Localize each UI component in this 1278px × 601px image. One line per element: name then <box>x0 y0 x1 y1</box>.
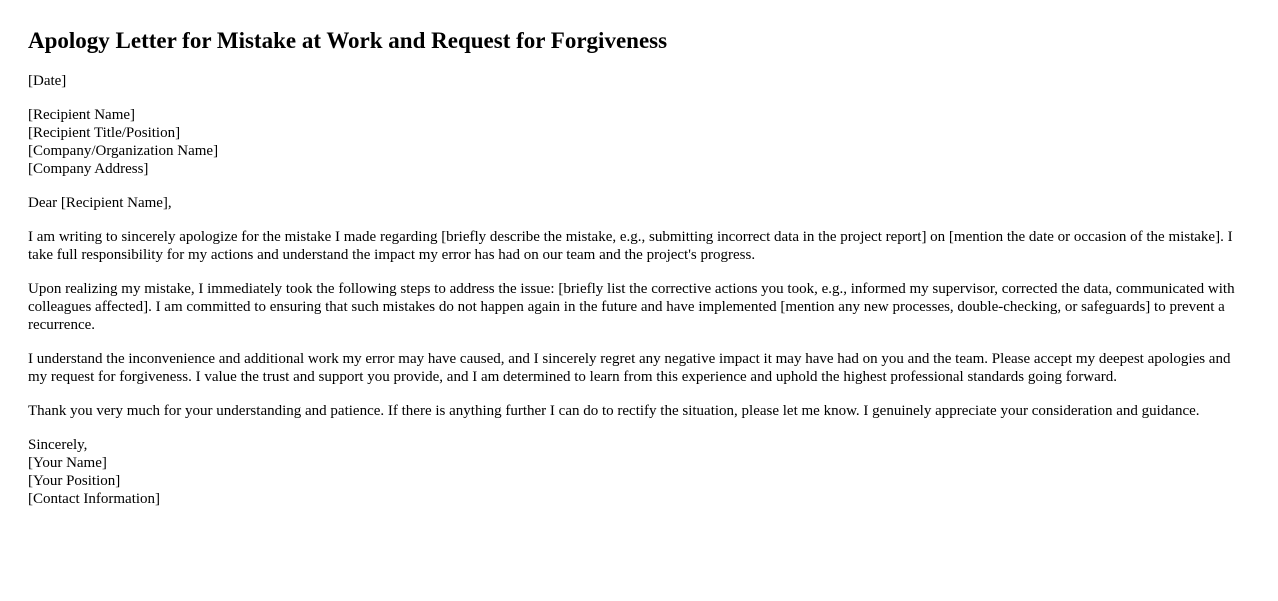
sender-position: [Your Position] <box>28 473 121 489</box>
sender-name: [Your Name] <box>28 455 107 471</box>
salutation: Dear [Recipient Name], <box>28 195 172 211</box>
body-paragraph-1: I am writing to sincerely apologize for the mistake I made regarding [briefly describe the mistake, e.g., submitting incorrect data in the project report] on [mention the date or occasion of the mistake]. I take full responsibility for my actions and understand the impact my error has had on our team and the project's progress. <box>28 229 1233 263</box>
closing-block <box>28 436 1250 508</box>
letter-title: Apology Letter for Mistake at Work and Request for Forgiveness <box>28 28 668 53</box>
body-paragraph-4: Thank you very much for your understanding and patience. If there is anything further I can do to rectify the situation, please let me know. I genuinely appreciate your consideration and guidance. <box>28 403 1200 419</box>
recipient-company: [Company/Organization Name] <box>28 143 219 159</box>
sender-contact: [Contact Information] <box>28 491 161 507</box>
body-paragraph-3: I understand the inconvenience and additional work my error may have caused, and I sincerely regret any negative impact it may have had on you and the team. Please accept my deepest apologies and my request for forgiveness. I value the trust and support you provide, and I am determined to learn from this experience and uphold the highest professional standards going forward. <box>28 351 1231 385</box>
recipient-title: [Recipient Title/Position] <box>28 125 181 141</box>
recipient-block <box>28 106 1250 178</box>
recipient-address: [Company Address] <box>28 161 149 177</box>
valediction: Sincerely, <box>28 437 88 453</box>
body-paragraph-2: Upon realizing my mistake, I immediately took the following steps to address the issue: [briefly list the corrective actions you took, e.g., informed my supervisor, corrected the data, communicated with colleagues affected]. I am committed to ensuring that such mistakes do not happen again in the future and have implemented [mention any new processes, double-checking, or safeguards] to prevent a recurrence. <box>28 281 1235 333</box>
recipient-name: [Recipient Name] <box>28 107 136 123</box>
letter-date: [Date] <box>28 73 67 89</box>
